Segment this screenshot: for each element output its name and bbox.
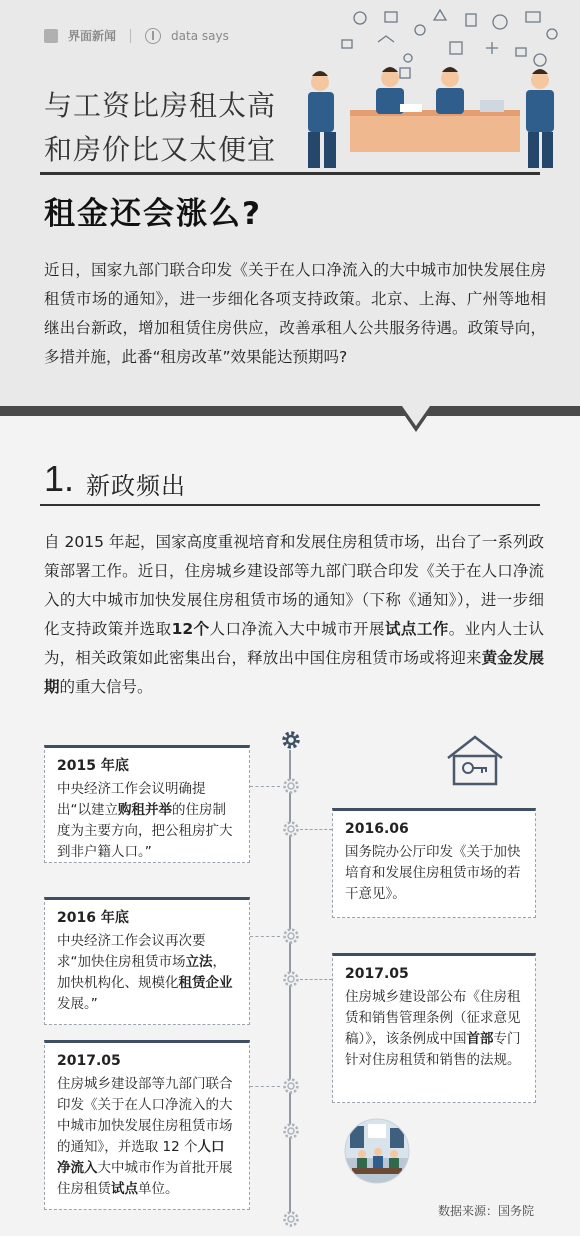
title-divider <box>40 172 540 175</box>
card-year: 2017.05 <box>345 966 409 982</box>
timeline-card-2016-06 <box>332 808 536 918</box>
card-bold: 租赁企业 <box>178 975 233 991</box>
card-text: 中央经济工作会议明确提出“以建立 <box>57 781 206 818</box>
card-bold: 试点 <box>111 1181 138 1197</box>
card-bold: 人口净流入 <box>57 1139 225 1176</box>
timeline-node-gear-icon <box>280 968 302 990</box>
page-title: 租金还会涨么? <box>44 196 262 232</box>
jiemian-logo-text: 界面新闻 <box>68 29 117 43</box>
brand-logos <box>44 27 229 44</box>
gear-icon <box>279 728 303 752</box>
data-says-logo-icon <box>145 28 161 44</box>
meeting-illustration <box>290 0 580 180</box>
timeline-connector <box>250 936 280 937</box>
logo-separator <box>130 29 131 43</box>
card-text: 发展。” <box>57 996 98 1012</box>
data-says-logo-text: data says <box>171 28 229 43</box>
timeline-connector <box>300 829 332 830</box>
subtitle-line-2: 和房价比又太便宜 <box>44 133 277 166</box>
header-section <box>0 0 580 410</box>
para-bold-pilot: 试点工作 <box>384 620 449 638</box>
para-bold-12: 12个 <box>171 620 210 638</box>
para-text: 的重大信号。 <box>59 678 153 696</box>
card-text: 中央经济工作会议再次要求“加快住房租赁市场 <box>57 933 206 970</box>
timeline-node-gear-icon <box>280 818 302 840</box>
card-year: 2016.06 <box>345 821 409 837</box>
timeline-node-gear-icon <box>280 1208 302 1230</box>
section-paragraph <box>44 528 544 702</box>
timeline-card-2017-05-notice <box>44 1040 250 1210</box>
card-text: 单位。 <box>138 1181 179 1197</box>
jiemian-logo-icon <box>44 29 58 43</box>
section-title: 新政频出 <box>86 472 186 500</box>
section-divider <box>0 406 580 416</box>
timeline-node-gear-icon <box>280 1075 302 1097</box>
card-bold: 购租并举 <box>118 802 172 818</box>
subtitle-line-1: 与工资比房租太高 <box>44 89 277 122</box>
para-text: 自 2015 年起，国家高度重视培育和发展住房租赁市场，出台了一系列政策部署工作。近日，住房城乡建设部等九部门联合印发《关于在人口净流入的大中城市加快发展住房租赁市场的通知》（下称《通知》），进一步细化支持政策并选取 <box>44 533 544 638</box>
speech-notch-inner <box>402 406 430 426</box>
para-text: 人口净流入大中城市开展 <box>209 620 385 638</box>
timeline-node-gear-icon <box>280 1120 302 1142</box>
intro-paragraph: 近日，国家九部门联合印发《关于在人口净流入的大中城市加快发展住房租赁市场的通知》，进一步细化各项支持政策。北京、上海、广州等地相继出台新政，增加租赁住房供应，改善承租人公共服务待遇。政策导向，多措并施，此番“租房改革”效果能达预期吗? <box>44 261 546 366</box>
card-text: 专门针对住房租赁和销售的法规。 <box>345 1031 521 1068</box>
card-text: 住房城乡建设部等九部门联合印发《关于在人口净流入的大中城市加快发展住房租赁市场的通知》，并选取 12 个 <box>57 1076 233 1155</box>
timeline-card-2015 <box>44 745 250 863</box>
timeline-connector <box>250 786 280 787</box>
card-year: 2017.05 <box>57 1053 121 1069</box>
card-text: ，加快机构化、规模化 <box>57 954 226 991</box>
timeline-card-2016-end <box>44 897 250 1025</box>
card-bold: 首部 <box>466 1031 494 1047</box>
card-text: 的住房制度为主要方向，把公租房扩大到非户籍人口。” <box>57 802 233 860</box>
house-key-icon <box>444 734 506 786</box>
card-year: 2016 年底 <box>57 910 129 926</box>
timeline-node-gear-icon <box>280 775 302 797</box>
office-scene-illustration <box>344 1118 410 1184</box>
card-bold: 立法 <box>185 954 213 970</box>
timeline-card-2017-05-regulation <box>332 953 536 1103</box>
section-rule <box>40 504 540 506</box>
para-bold-golden: 黄金发展期 <box>44 649 544 696</box>
card-text: 住房城乡建设部公布《住房租赁和销售管理条例（征求意见稿）》，该条例成中国 <box>345 989 521 1047</box>
section-number: 1. <box>44 458 75 499</box>
timeline-node-gear-icon <box>280 925 302 947</box>
card-year: 2015 年底 <box>57 758 129 774</box>
para-text: 。业内人士认为，相关政策如此密集出台，释放出中国住房租赁市场或将迎来 <box>44 620 544 667</box>
card-text: 大中城市作为首批开展住房租赁 <box>57 1160 233 1197</box>
card-text: 国务院办公厅印发《关于加快培育和发展住房租赁市场的若干意见》。 <box>345 844 521 902</box>
timeline-connector <box>300 979 332 980</box>
timeline-connector <box>250 1086 280 1087</box>
data-source: 数据来源：国务院 <box>438 1204 535 1218</box>
